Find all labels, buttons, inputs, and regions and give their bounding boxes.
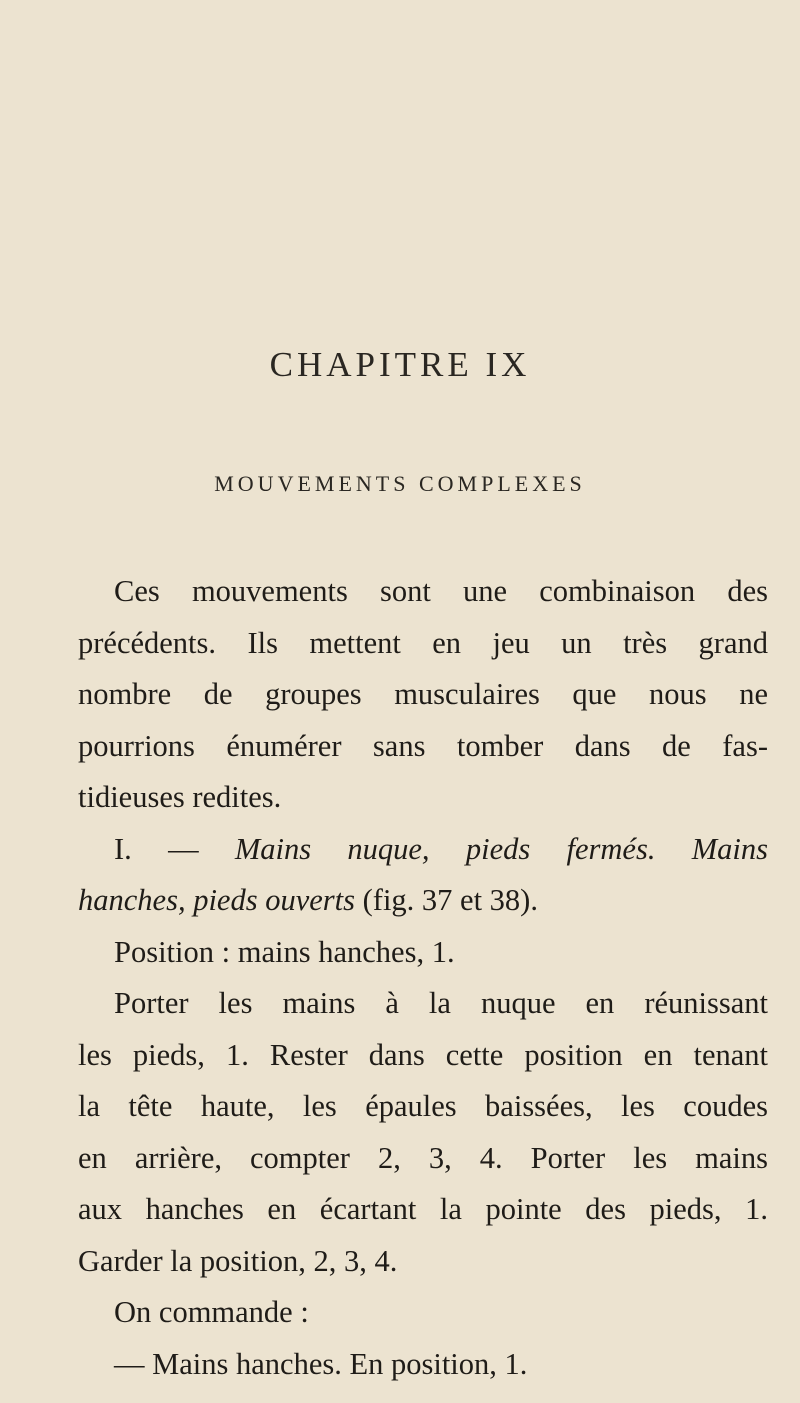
text-line <box>78 1184 768 1235</box>
italic-text: Mains nuque, pieds fermés. Mains <box>234 831 768 866</box>
italic-text: hanches, pieds ouverts <box>78 883 355 917</box>
text-segment: aux hanches en écartant la pointe des pieds, 1. <box>78 1192 768 1226</box>
text-segment: I. — <box>114 831 235 866</box>
text-line <box>78 1081 768 1132</box>
text-line <box>78 1133 768 1184</box>
text-segment: Porter les mains à la nuque en réunissant <box>114 986 768 1020</box>
text-line <box>78 1030 768 1081</box>
text-line <box>114 1287 309 1338</box>
text-segment: en arrière, compter 2, 3, 4. Porter les mains <box>78 1140 768 1175</box>
section-title: MOUVEMENTS COMPLEXES <box>214 471 586 496</box>
text-segment: Garder la position, 2, 3, 4. <box>78 1243 398 1278</box>
text-line <box>78 721 768 772</box>
chapter-title: CHAPITRE IX <box>269 345 531 384</box>
text-line <box>114 566 768 617</box>
text-line <box>114 927 455 978</box>
text-segment: la tête haute, les épaules baissées, les coudes <box>78 1089 768 1123</box>
text-segment: pourrions énumérer sans tomber dans de fas- <box>78 728 768 763</box>
text-line <box>78 875 538 926</box>
text-segment: Position : mains hanches, 1. <box>114 934 455 969</box>
text-segment: tidieuses redites. <box>78 780 282 814</box>
text-line <box>78 618 768 669</box>
text-segment: les pieds, 1. Rester dans cette position en tenant <box>78 1037 768 1072</box>
text-segment: (fig. 37 et 38). <box>355 883 538 917</box>
text-segment: Ces mouvements sont une combinaison des <box>114 574 768 608</box>
text-line <box>114 978 768 1029</box>
text-line <box>114 824 768 875</box>
text-segment: On commande : <box>114 1295 309 1329</box>
text-segment: nombre de groupes musculaires que nous ne <box>78 677 768 711</box>
text-line <box>114 1339 527 1390</box>
text-segment: — Mains hanches. En position, 1. <box>114 1346 528 1381</box>
text-line <box>78 1236 397 1287</box>
text-line <box>78 669 768 720</box>
text-segment: précédents. Ils mettent en jeu un très grand <box>78 625 768 660</box>
text-line <box>78 772 281 823</box>
